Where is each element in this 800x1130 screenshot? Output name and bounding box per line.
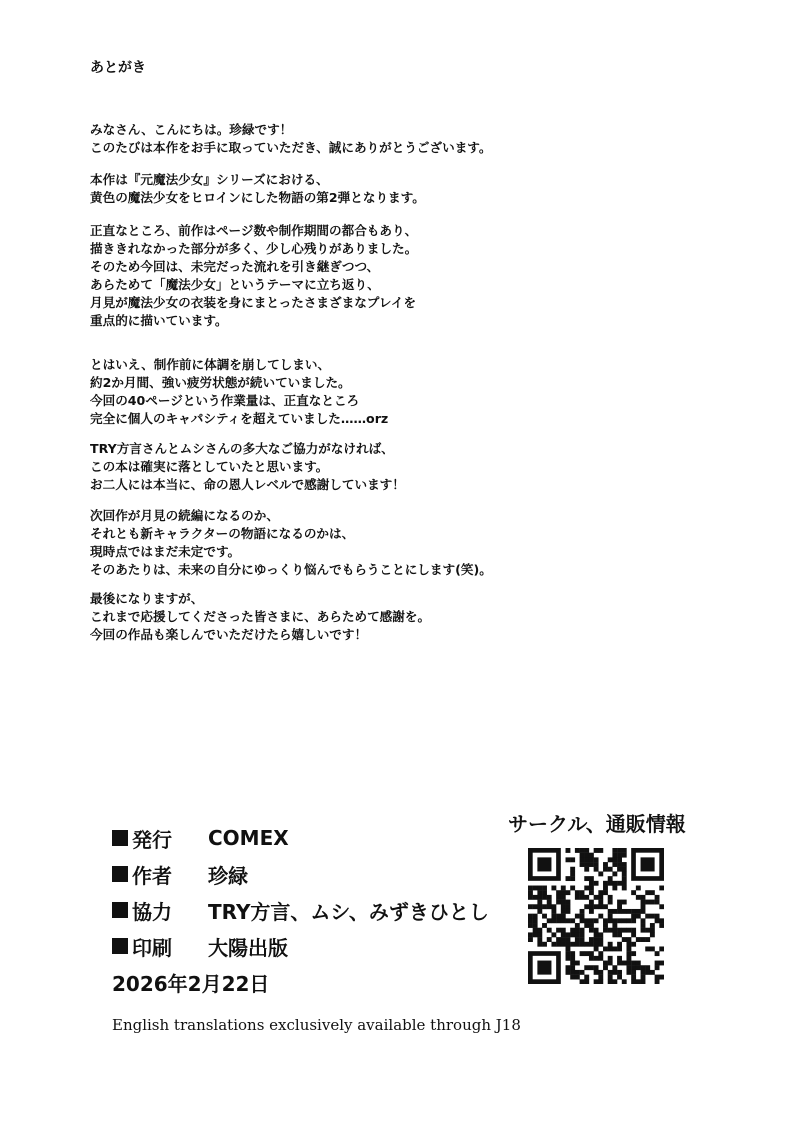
text-line: 約2か月間、強い疲労状態が続いていました。 [90,375,351,390]
square-bullet-icon [112,938,128,954]
paragraph-thanks [90,440,405,494]
text-line: 重点的に描いています。 [90,313,228,328]
text-line: 今回の40ページという作業量は、正直なところ [90,393,360,408]
credit-label: 作者 [132,863,172,888]
square-bullet-icon [112,866,128,882]
text-line: 描ききれなかった部分が多く、少し心残りがありました。 [90,241,418,256]
text-line: TRY方言さんとムシさんの多大なご協力がなければ、 [90,441,394,456]
text-line: それとも新キャラクターの物語になるのかは、 [90,526,355,541]
text-line: 正直なところ、前作はページ数や制作期間の都合もあり、 [90,223,418,238]
credit-row-printing [112,928,489,964]
text-line: 本作は『元魔法少女』シリーズにおける、 [90,172,329,187]
text-line: 今回の作品も楽しんでいただけたら嬉しいです！ [90,627,368,642]
square-bullet-icon [112,902,128,918]
translation-notice: English translations exclusively available through J18 [112,1016,521,1034]
qr-code-icon[interactable] [528,848,664,984]
credit-value: COMEX [208,826,289,850]
paragraph-health [90,356,388,428]
credit-row-publisher [112,820,489,856]
text-line: 黄色の魔法少女をヒロインにした物語の第2弾となります。 [90,190,425,205]
text-line: とはいえ、制作前に体調を崩してしまい、 [90,357,331,372]
credit-label: 印刷 [132,935,172,960]
paragraph-greeting [90,121,492,157]
paragraph-closing [90,590,430,644]
colophon [112,820,489,1000]
text-line: 現時点ではまだ未定です。 [90,544,241,559]
credit-label: 協力 [132,899,172,924]
circle-info-heading: サークル、通販情報 [508,812,686,836]
text-line: そのため今回は、未完だった流れを引き継ぎつつ、 [90,259,380,274]
text-line: 月見が魔法少女の衣装を身にまとったさまざまなプレイを [90,295,417,310]
text-line: 完全に個人のキャパシティを超えていました……orz [90,411,389,426]
paragraph-theme [90,222,417,330]
credit-value: 珍緑 [208,863,248,888]
credit-value: TRY方言、ムシ、みずきひとし [208,899,489,924]
publication-date: 2026年2月22日 [112,971,270,996]
text-line: このたびは本作をお手に取っていただき、誠にありがとうございます。 [90,140,492,155]
text-line: 最後になりますが、 [90,591,204,606]
paragraph-series [90,171,425,207]
text-line: これまで応援してくださった皆さまに、あらためて感謝を。 [90,609,431,624]
text-line: みなさん、こんにちは。珍緑です！ [90,122,293,137]
credit-value: 大陽出版 [208,935,288,960]
text-line: お二人には本当に、命の恩人レベルで感謝しています！ [90,477,405,492]
square-bullet-icon [112,830,128,846]
paragraph-next [90,507,492,579]
text-line: あらためて「魔法少女」というテーマに立ち返り、 [90,277,380,292]
credit-row-author [112,856,489,892]
credit-row-cooperation [112,892,489,928]
credit-label: 発行 [132,827,172,852]
text-line: 次回作が月見の続編になるのか、 [90,508,279,523]
text-line: この本は確実に落としていたと思います。 [90,459,329,474]
afterword-heading: あとがき [90,60,146,76]
text-line: そのあたりは、未来の自分にゆっくり悩んでもらうことにします(笑)。 [90,562,492,577]
